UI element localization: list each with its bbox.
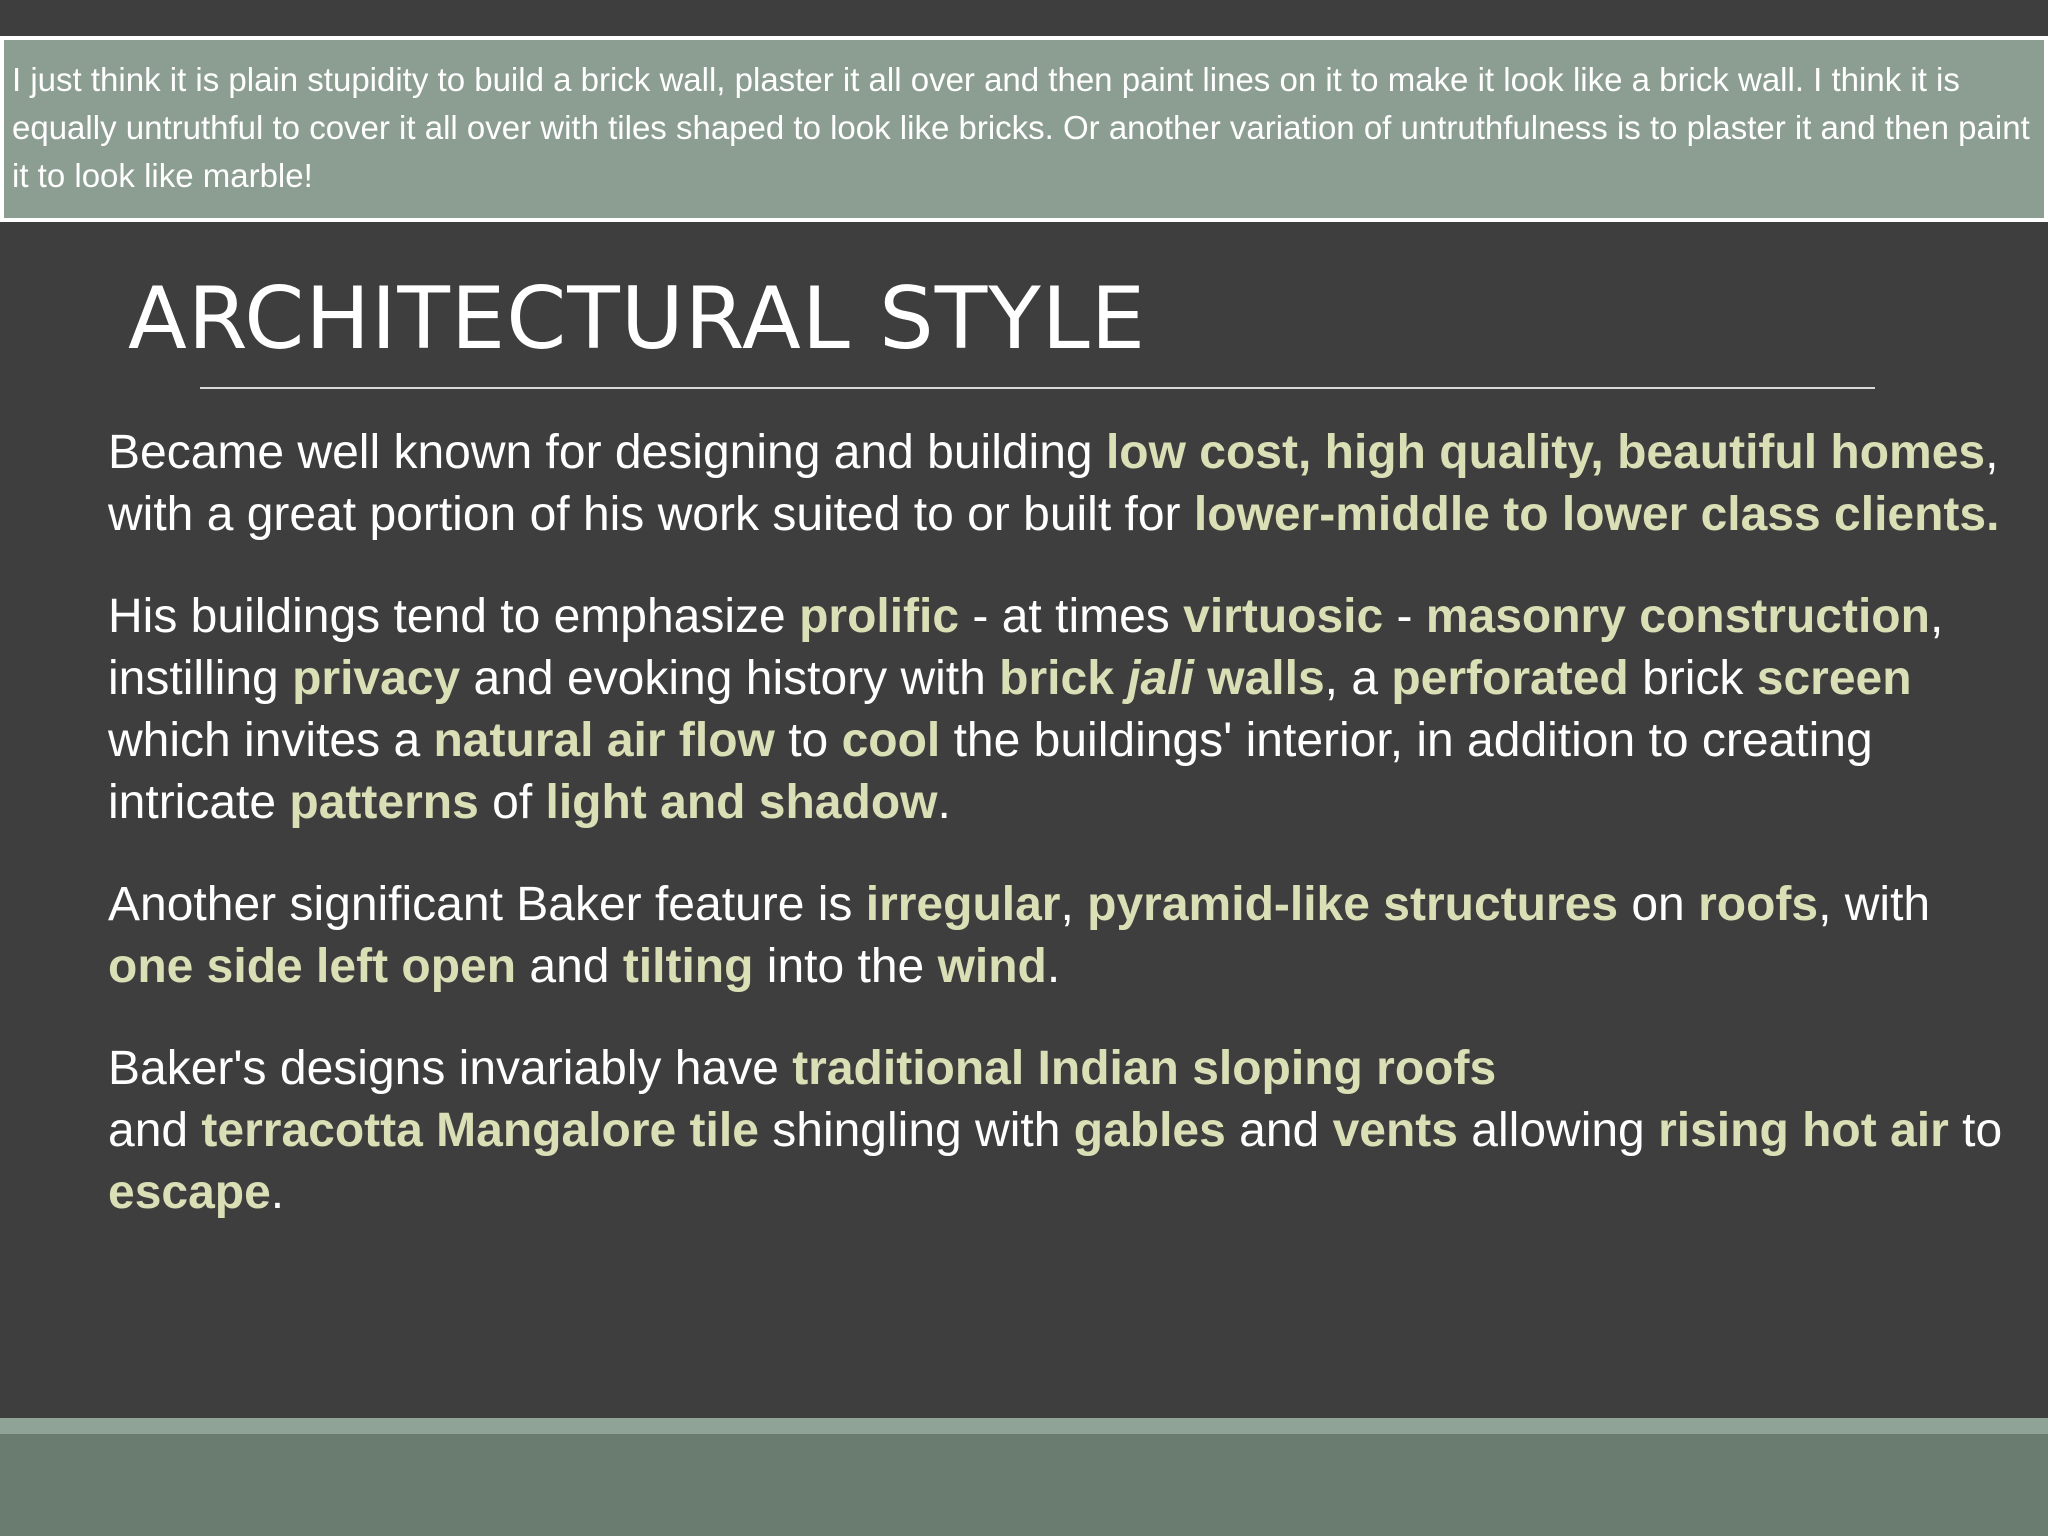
highlighted-term: privacy [292, 652, 461, 705]
highlighted-term: escape [108, 1166, 271, 1219]
highlighted-term: roofs [1698, 878, 1819, 931]
paragraph-masonry [108, 586, 2018, 834]
footer-accent-stripe [0, 1418, 2048, 1434]
highlighted-term: low cost, high quality, beautiful homes [1105, 426, 1986, 479]
body-text: and [108, 1104, 202, 1157]
highlighted-term: terracotta Mangalore tile [201, 1104, 759, 1157]
highlighted-term: cool [841, 714, 941, 767]
highlighted-term: gables [1073, 1104, 1226, 1157]
highlighted-term: prolific [799, 590, 960, 643]
highlighted-term: irregular [865, 878, 1061, 931]
highlighted-term: virtuosic [1183, 590, 1384, 643]
body-text: , with [1818, 878, 1931, 931]
body-text: and [1225, 1104, 1333, 1157]
title-divider [200, 387, 1875, 389]
paragraph-sloping-roofs [108, 1038, 2018, 1224]
highlighted-term: tilting [622, 940, 754, 993]
body-text: Baker's designs invariably have [108, 1042, 793, 1095]
body-text: . [270, 1166, 285, 1219]
highlighted-term: one side left open [108, 940, 517, 993]
body-text: on [1618, 878, 1699, 931]
body-text: the buildings' interior, in addition to creating intricate [108, 714, 1873, 829]
highlighted-term: wind [937, 940, 1047, 993]
body-text: brick [1628, 652, 1757, 705]
slide-title: ARCHITECTURAL STYLE [128, 269, 1147, 369]
body-text: - at times [959, 590, 1184, 643]
body-text: , [1060, 878, 1088, 931]
body-text: to [774, 714, 842, 767]
body-text: - [1383, 590, 1426, 643]
body-text: , instilling [108, 590, 1944, 705]
highlighted-term: masonry construction [1425, 590, 1930, 643]
body-text: to [1948, 1104, 2003, 1157]
highlighted-term: lower-middle to lower class clients. [1193, 488, 2000, 541]
body-text: , a [1324, 652, 1392, 705]
body-text: and [516, 940, 623, 993]
highlighted-term: rising hot air [1658, 1104, 1949, 1157]
highlighted-term: brick [999, 652, 1128, 705]
highlighted-term: jali [1127, 652, 1194, 705]
highlighted-term: natural air flow [433, 714, 775, 767]
quote-box [0, 36, 2048, 222]
body-content [108, 422, 2018, 1264]
highlighted-term: walls [1193, 652, 1325, 705]
body-text: , with a great portion of his work suited to or built for [108, 426, 1999, 541]
body-text: . [1046, 940, 1061, 993]
body-text: which invites a [108, 714, 434, 767]
highlighted-term: screen [1756, 652, 1912, 705]
body-text: into the [753, 940, 938, 993]
paragraph-roof-structures [108, 874, 2018, 998]
paragraph-design-focus [108, 422, 2018, 546]
quote-text: I just think it is plain stupidity to build a brick wall, plaster it all over and then paint lines on it to make it look like a brick wall. I think it is equally untruthful to cover it all over with tiles shaped to look like bricks. Or another variation of untruthfulness is to plaster it and then paint it to look like marble! [12, 61, 2030, 194]
body-text: of [478, 776, 546, 829]
body-text: and evoking history with [460, 652, 1000, 705]
highlighted-term: pyramid-like structures [1087, 878, 1619, 931]
highlighted-term: vents [1332, 1104, 1458, 1157]
body-text: shingling with [758, 1104, 1074, 1157]
body-text: . [937, 776, 951, 829]
highlighted-term: patterns [289, 776, 479, 829]
body-text: His buildings tend to emphasize [108, 590, 800, 643]
highlighted-term: light and shadow [545, 776, 938, 829]
highlighted-term: perforated [1391, 652, 1629, 705]
footer-bar [0, 1434, 2048, 1536]
body-text: Became well known for designing and building [108, 426, 1106, 479]
body-text: Another significant Baker feature is [108, 878, 866, 931]
highlighted-term: traditional Indian sloping roofs [792, 1042, 1497, 1095]
body-text: allowing [1457, 1104, 1659, 1157]
